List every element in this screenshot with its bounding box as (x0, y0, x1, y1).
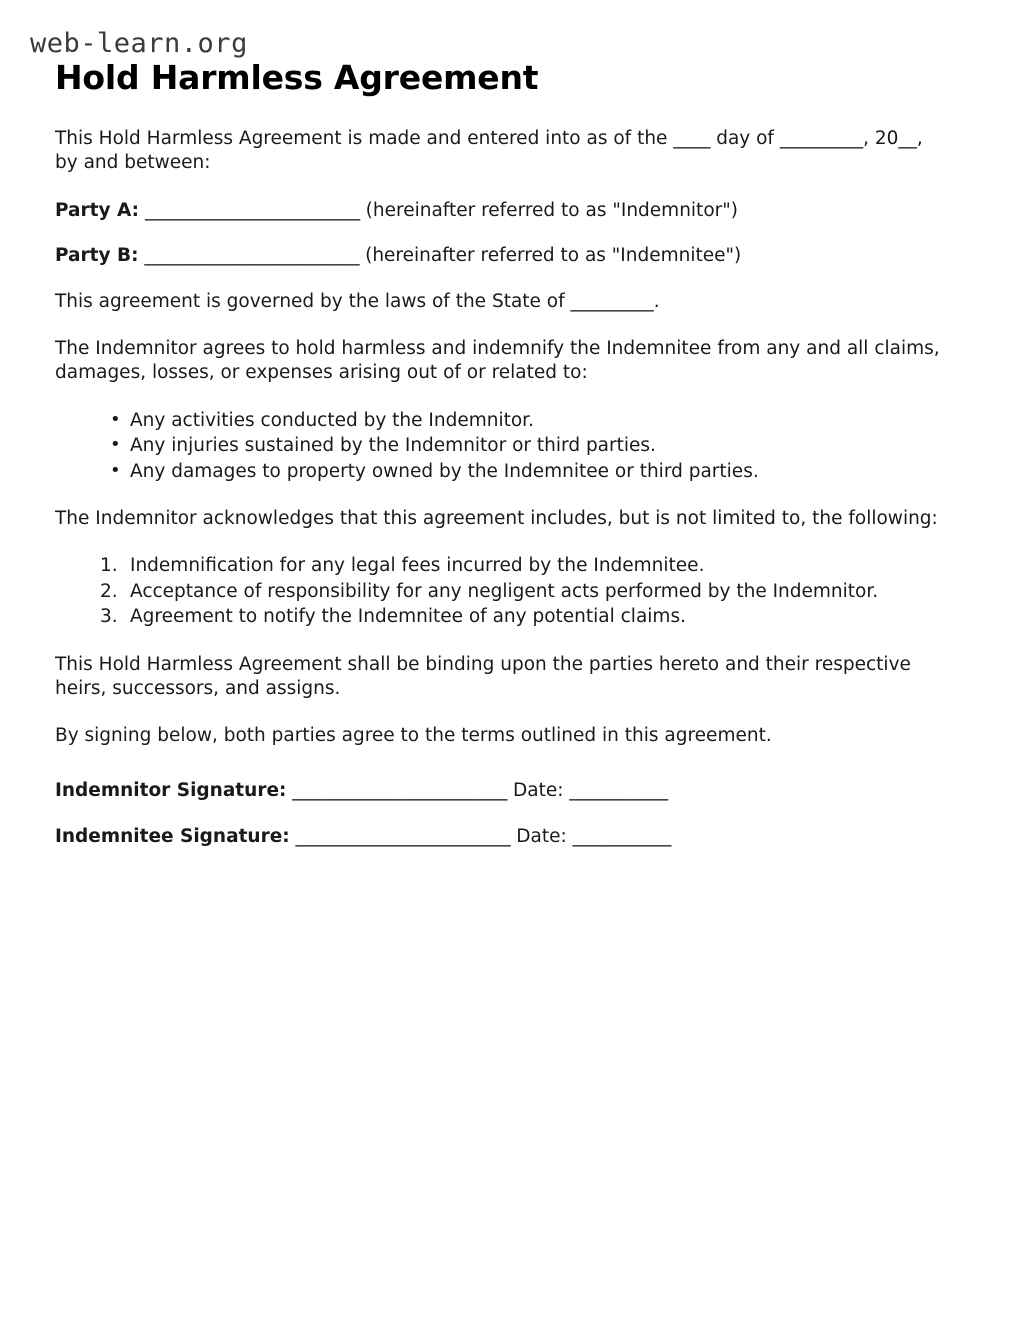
party-a-note: (hereinafter referred to as "Indemnitor") (365, 199, 738, 221)
party-a-blank: ________________________ (144, 199, 360, 221)
acknowledge-numbered-list (55, 554, 945, 629)
site-logo: web-learn.org (30, 28, 248, 59)
party-a-label: Party A: (55, 199, 140, 221)
indemnitee-signature-blank[interactable]: ________________________ (295, 826, 511, 848)
party-a-line (55, 199, 945, 223)
list-item: • Any activities conducted by the Indemnitor. (110, 409, 945, 433)
indemnity-bullet-list (55, 409, 945, 484)
list-item: • Any injuries sustained by the Indemnitor or third parties. (110, 434, 945, 458)
list-item: Indemnification for any legal fees incurred by the Indemnitee. (130, 555, 705, 577)
indemnitee-date-label: Date: (516, 826, 567, 848)
page-title: Hold Harmless Agreement (55, 58, 539, 97)
list-item: • Any damages to property owned by the Indemnitee or third parties. (110, 460, 945, 484)
acknowledge-lead-paragraph: The Indemnitor acknowledges that this agreement includes, but is not limited to, the following: (55, 508, 938, 529)
binding-paragraph: This Hold Harmless Agreement shall be binding upon the parties hereto and their respective heirs, successors, and assigns. (55, 653, 911, 700)
party-b-label: Party B: (55, 245, 139, 267)
indemnitee-signature-row (55, 825, 945, 849)
list-item: Acceptance of responsibility for any negligent acts performed by the Indemnitor. (130, 580, 879, 602)
indemnity-lead-paragraph: The Indemnitor agrees to hold harmless and indemnify the Indemnitee from any and all claims, damages, losses, or expenses arising out of or related to: (55, 337, 940, 384)
intro-paragraph: This Hold Harmless Agreement is made and entered into as of the ____ day of _________, 20__, by and between: (55, 127, 923, 174)
document-content (30, 28, 945, 872)
indemnitor-signature-row (55, 779, 945, 803)
party-b-note: (hereinafter referred to as "Indemnitee") (365, 245, 742, 267)
indemnitor-date-blank[interactable]: ___________ (569, 779, 668, 801)
indemnitor-signature-blank[interactable]: ________________________ (292, 779, 508, 801)
signing-note-paragraph: By signing below, both parties agree to the terms outlined in this agreement. (55, 725, 772, 747)
party-b-line (55, 244, 945, 268)
indemnitee-signature-label: Indemnitee Signature: (55, 826, 290, 848)
governing-law-paragraph: This agreement is governed by the laws of the State of _________. (55, 290, 660, 312)
party-b-blank: ________________________ (144, 245, 360, 267)
signature-block (55, 779, 945, 850)
indemnitee-date-blank[interactable]: ___________ (572, 826, 672, 848)
indemnitor-signature-label: Indemnitor Signature: (55, 779, 287, 801)
indemnitor-date-label: Date: (513, 779, 564, 801)
list-item: Agreement to notify the Indemnitee of any potential claims. (130, 606, 686, 628)
